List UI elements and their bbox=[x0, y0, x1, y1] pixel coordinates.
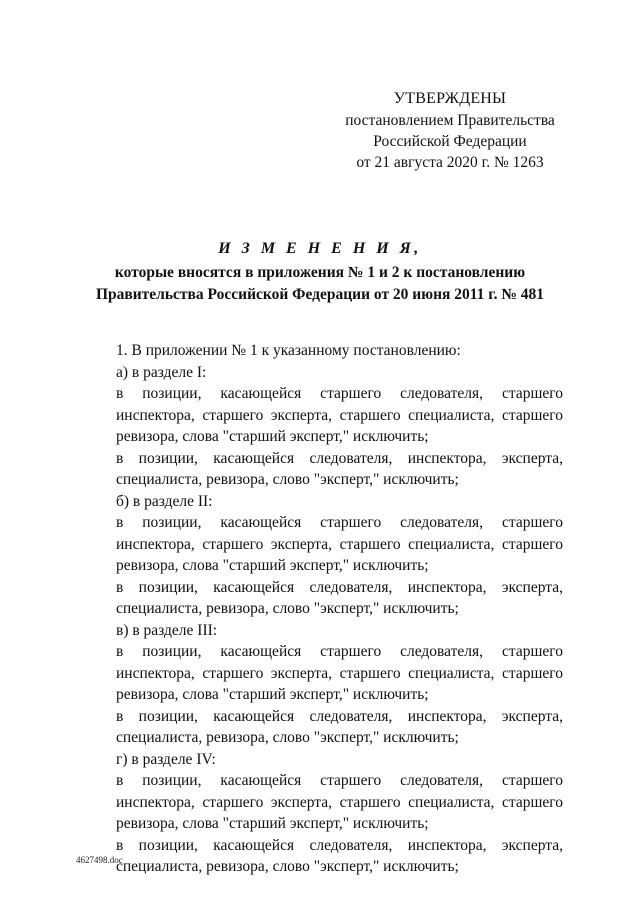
paragraph: в позиции, касающейся старшего следователя, старшего инспектора, старшего эксперта, старшего специалиста, старшего ревизора, слова "старший эксперт," исключить; bbox=[116, 772, 563, 832]
document-title: И З М Е Н Е Н И Я, bbox=[218, 240, 422, 257]
paragraph: в позиции, касающейся старшего следователя, старшего инспектора, старшего эксперта, старшего специалиста, старшего ревизора, слова "старший эксперт," исключить; bbox=[116, 643, 563, 703]
file-name-footer: 4627498.doc bbox=[76, 855, 123, 865]
paragraph: в позиции, касающейся следователя, инспектора, эксперта, специалиста, ревизора, слово "эксперт," исключить; bbox=[116, 578, 563, 617]
document-subtitle bbox=[60, 262, 580, 306]
paragraph: в позиции, касающейся старшего следователя, старшего инспектора, старшего эксперта, старшего специалиста, старшего ревизора, слова "старший эксперт," исключить; bbox=[116, 514, 563, 574]
subsection-c: в) в разделе III: bbox=[116, 621, 218, 639]
subsection-a: а) в разделе I: bbox=[116, 363, 207, 381]
paragraph: в позиции, касающейся следователя, инспектора, эксперта, специалиста, ревизора, слово "эксперт," исключить; bbox=[116, 707, 563, 746]
approval-stamp bbox=[330, 88, 570, 173]
subsection-d: г) в разделе IV: bbox=[116, 750, 216, 768]
paragraph: в позиции, касающейся старшего следователя, старшего инспектора, старшего эксперта, старшего специалиста, старшего ревизора, слова "старший эксперт," исключить; bbox=[116, 385, 563, 445]
approval-line: постановлением Правительства bbox=[345, 112, 555, 129]
approval-line: Российской Федерации bbox=[373, 133, 527, 150]
approval-heading: УТВЕРЖДЕНЫ bbox=[393, 90, 507, 107]
paragraph: в позиции, касающейся следователя, инспектора, эксперта, специалиста, ревизора, слово "эксперт," исключить; bbox=[116, 836, 563, 875]
item-1: 1. В приложении № 1 к указанному постановлению: bbox=[116, 342, 461, 359]
document-body bbox=[76, 340, 563, 878]
subtitle-line: которые вносятся в приложения № 1 и 2 к постановлению bbox=[114, 264, 526, 281]
subsection-b: б) в разделе II: bbox=[116, 492, 213, 510]
approval-date-number: от 21 августа 2020 г. № 1263 bbox=[356, 154, 544, 171]
paragraph: в позиции, касающейся следователя, инспектора, эксперта, специалиста, ревизора, слово "эксперт," исключить; bbox=[116, 449, 563, 488]
subtitle-line: Правительства Российской Федерации от 20 июня 2011 г. № 481 bbox=[95, 286, 545, 303]
